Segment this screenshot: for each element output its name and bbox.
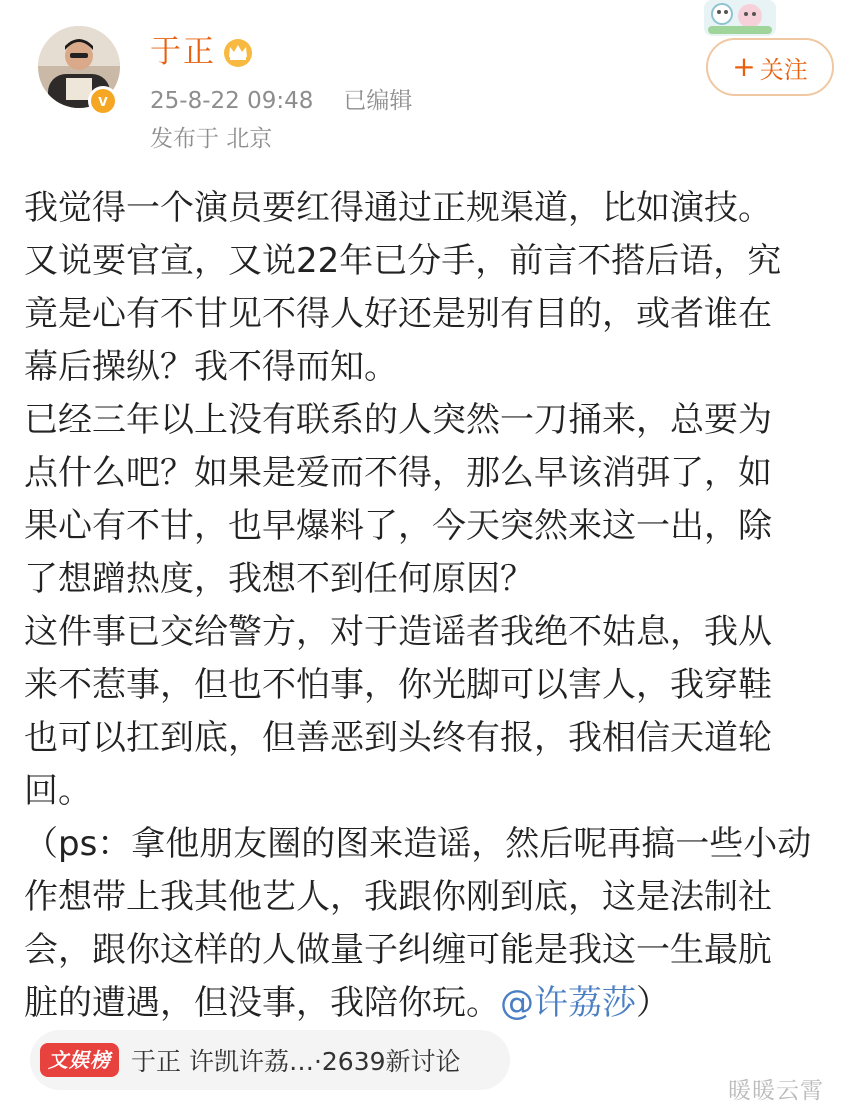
watermark: 暖暖云霄 (728, 1078, 824, 1104)
verified-badge-icon: v (88, 86, 118, 116)
post-meta (150, 86, 412, 116)
follow-label: 关注 (759, 55, 808, 84)
post-line-last (24, 977, 824, 1030)
post-location: 发布于 北京 (150, 126, 273, 152)
closing-paren: ） (636, 983, 670, 1023)
post-time: 25-8-22 09:48 (150, 88, 314, 114)
post-line: 会，跟你这样的人做量子纠缠可能是我这一生最肮 (24, 930, 772, 970)
post-line: 这件事已交给警方，对于造谣者我绝不姑息，我从 (24, 612, 772, 652)
post-line: 幕后操纵？我不得而知。 (24, 347, 398, 387)
post-line: （ps：拿他朋友圈的图来造谣，然后呢再搞一些小动 (24, 824, 812, 864)
post-line: 回。 (24, 771, 92, 811)
post-line: 我觉得一个演员要红得通过正规渠道，比如演技。 (24, 188, 772, 228)
post-line: 又说要官宣，又说22年已分手，前言不搭后语，究 (24, 241, 782, 281)
mention-link[interactable]: @许荔莎 (500, 983, 636, 1023)
post-line: 作想带上我其他艺人，我跟你刚到底，这是法制社 (24, 877, 772, 917)
plus-icon: + (732, 50, 756, 83)
post-line: 了想蹭热度，我想不到任何原因？ (24, 559, 534, 599)
post-line: 来不惹事，但也不怕事，你光脚可以害人，我穿鞋 (24, 665, 772, 705)
sticker-decoration (700, 0, 780, 40)
topic-title: 于正 许凯许荔… (131, 1047, 314, 1076)
topic-tag-badge: 文娱榜 (40, 1043, 119, 1077)
post-line-text: 脏的遭遇，但没事，我陪你玩。 (24, 983, 500, 1023)
post-line: 点什么吧？如果是爱而不得，那么早该消弭了，如 (24, 453, 772, 493)
post-line: 也可以扛到底，但善恶到头终有报，我相信天道轮 (24, 718, 772, 758)
follow-button[interactable] (706, 38, 834, 96)
topic-discussion-count: ·2639新讨论 (313, 1047, 461, 1076)
post-body (24, 182, 824, 1030)
post-line: 竟是心有不甘见不得人好还是别有目的，或者谁在 (24, 294, 772, 334)
post-line: 已经三年以上没有联系的人突然一刀捅来，总要为 (24, 400, 772, 440)
author-name[interactable]: 于正 (150, 34, 216, 70)
crown-icon (220, 36, 256, 68)
post-line: 果心有不甘，也早爆料了，今天突然来这一出，除 (24, 506, 772, 546)
edited-label[interactable]: 已编辑 (343, 88, 413, 114)
topic-pill[interactable] (30, 1030, 510, 1090)
